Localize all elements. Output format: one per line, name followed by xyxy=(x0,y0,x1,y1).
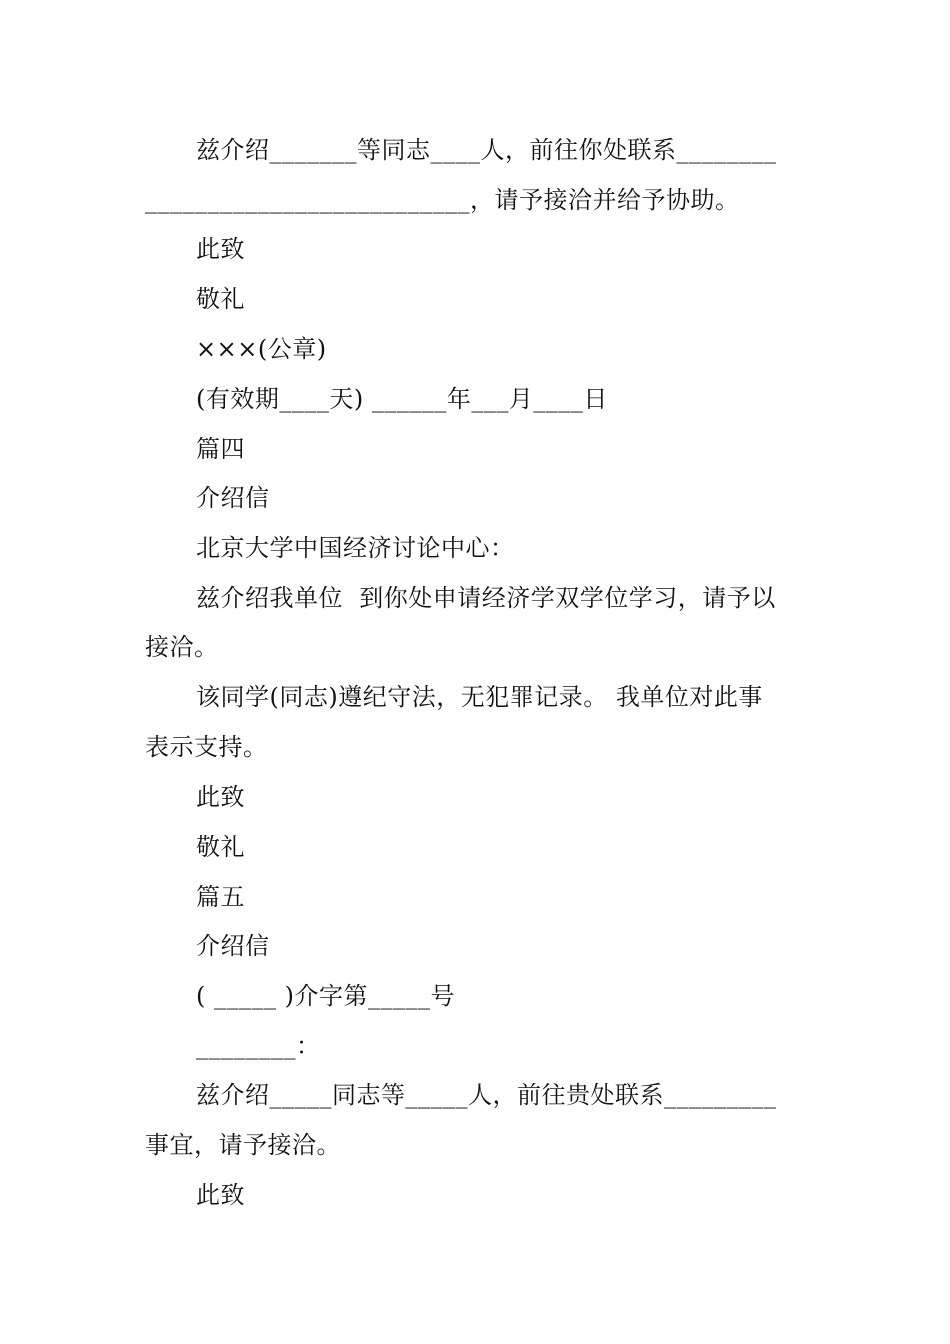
recipient-line: ________： xyxy=(196,1032,321,1060)
recipient-line: 北京大学中国经济讨论中心： xyxy=(196,534,515,562)
letter-title: 介绍信 xyxy=(196,932,270,960)
validity-date-line: (有效期____天) ______年___月____日 xyxy=(196,385,608,413)
body-paragraph-continuation: 接洽。 xyxy=(145,633,219,661)
section-heading: 篇四 xyxy=(196,435,245,463)
body-paragraph-continuation: 表示支持。 xyxy=(145,733,268,761)
closing-regards: 敬礼 xyxy=(196,285,245,313)
closing-regards: 敬礼 xyxy=(196,833,245,861)
section-heading: 篇五 xyxy=(196,883,245,911)
official-seal-line: ×××(公章) xyxy=(196,335,327,363)
body-paragraph: 兹介绍_______等同志____人，前往你处联系________ xyxy=(196,136,777,164)
body-paragraph-continuation: 事宜，请予接洽。 xyxy=(145,1131,341,1159)
body-paragraph: 该同学(同志)遵纪守法，无犯罪记录。 我单位对此事 xyxy=(196,683,763,711)
closing-salutation: 此致 xyxy=(196,235,245,263)
body-paragraph-continuation: __________________________，请予接洽并给予协助。 xyxy=(145,186,740,214)
body-paragraph: 兹介绍我单位 到你处申请经济学双学位学习，请予以 xyxy=(196,584,776,612)
letter-title: 介绍信 xyxy=(196,484,270,512)
reference-number-line: ( _____ )介字第_____号 xyxy=(196,982,455,1010)
body-paragraph: 兹介绍_____同志等_____人，前往贵处联系_________ xyxy=(196,1081,777,1109)
closing-salutation: 此致 xyxy=(196,783,245,811)
closing-salutation: 此致 xyxy=(196,1181,245,1209)
